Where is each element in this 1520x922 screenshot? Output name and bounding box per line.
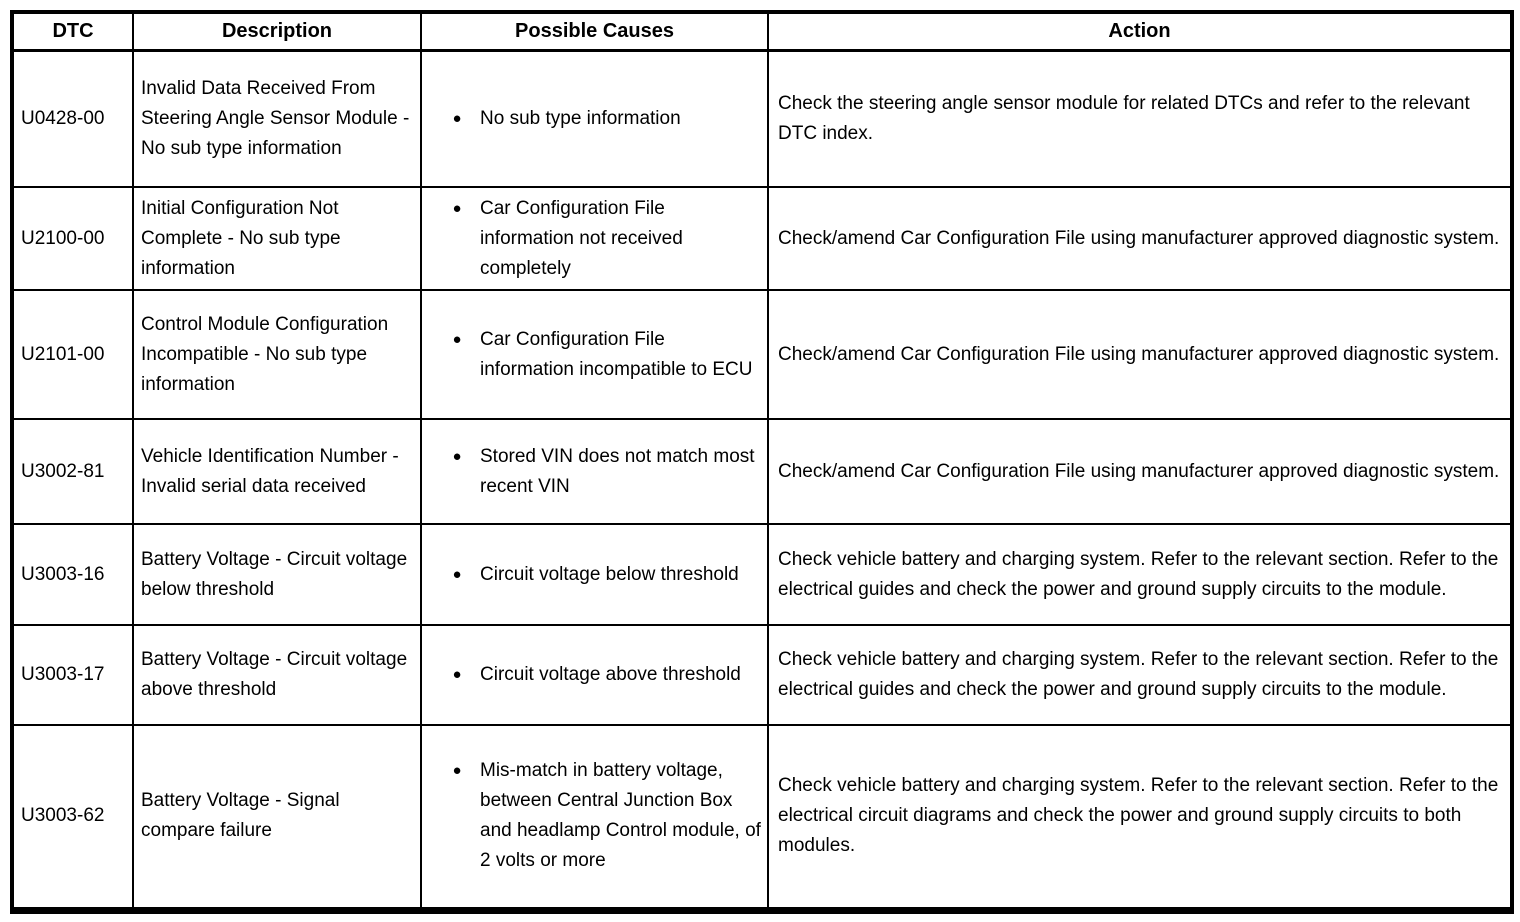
table-row: [12, 419, 1512, 524]
cause-text: Car Configuration File information not received completely: [480, 197, 683, 279]
dtc-code: U3002-81: [12, 419, 133, 524]
possible-causes-cell: [421, 187, 768, 290]
action-text: Check vehicle battery and charging system. Refer to the relevant section. Refer to the electrical circuit diagrams and check the power and ground supply circuits to both modules.: [768, 725, 1512, 910]
cause-text: Mis-match in battery voltage, between Central Junction Box and headlamp Control module, of 2 volts or more: [480, 760, 761, 872]
possible-causes-cell: [421, 50, 768, 187]
dtc-code: U3003-16: [12, 524, 133, 625]
dtc-code: U3003-62: [12, 725, 133, 910]
action-text: Check vehicle battery and charging system. Refer to the relevant section. Refer to the electrical guides and check the power and ground supply circuits to the module.: [768, 524, 1512, 625]
header-possible-causes: Possible Causes: [421, 12, 768, 50]
action-text: Check/amend Car Configuration File using manufacturer approved diagnostic system.: [768, 187, 1512, 290]
header-dtc: DTC: [12, 12, 133, 50]
table-row: [12, 524, 1512, 625]
action-text: Check/amend Car Configuration File using manufacturer approved diagnostic system.: [768, 419, 1512, 524]
possible-causes-cell: [421, 290, 768, 419]
cause-text: Circuit voltage below threshold: [480, 563, 739, 585]
dtc-code: U3003-17: [12, 625, 133, 725]
dtc-description: Invalid Data Received From Steering Angle Sensor Module - No sub type information: [133, 50, 421, 187]
bullet-icon: ●: [452, 666, 462, 683]
dtc-code: U0428-00: [12, 50, 133, 187]
table-row: [12, 50, 1512, 187]
bullet-icon: ●: [452, 199, 462, 217]
dtc-description: Battery Voltage - Circuit voltage below threshold: [133, 524, 421, 625]
cause-item: [428, 325, 761, 385]
bullet-icon: ●: [452, 330, 462, 348]
dtc-code: U2100-00: [12, 187, 133, 290]
table-row: [12, 625, 1512, 725]
dtc-code: U2101-00: [12, 290, 133, 419]
possible-causes-cell: [421, 524, 768, 625]
cause-item: [428, 660, 761, 690]
bullet-icon: ●: [452, 762, 462, 780]
cause-item: [428, 194, 761, 284]
cause-item: [428, 104, 761, 134]
dtc-index-table: [10, 10, 1514, 914]
dtc-description: Control Module Configuration Incompatible - No sub type information: [133, 290, 421, 419]
dtc-description: Battery Voltage - Signal compare failure: [133, 725, 421, 910]
possible-causes-cell: [421, 419, 768, 524]
table-row: [12, 725, 1512, 910]
table-row: [12, 290, 1512, 419]
action-text: Check/amend Car Configuration File using manufacturer approved diagnostic system.: [768, 290, 1512, 419]
cause-text: Circuit voltage above threshold: [480, 664, 741, 685]
dtc-description: Vehicle Identification Number - Invalid serial data received: [133, 419, 421, 524]
possible-causes-cell: [421, 725, 768, 910]
action-text: Check the steering angle sensor module for related DTCs and refer to the relevant DTC index.: [768, 50, 1512, 187]
cause-text: No sub type information: [480, 107, 681, 129]
cause-item: [428, 442, 761, 502]
action-text: Check vehicle battery and charging system. Refer to the relevant section. Refer to the electrical guides and check the power and ground supply circuits to the module.: [768, 625, 1512, 725]
bullet-icon: ●: [452, 565, 462, 583]
dtc-description: Initial Configuration Not Complete - No sub type information: [133, 187, 421, 290]
dtc-description: Battery Voltage - Circuit voltage above threshold: [133, 625, 421, 725]
bullet-icon: ●: [452, 109, 462, 127]
possible-causes-cell: [421, 625, 768, 725]
bullet-icon: ●: [452, 447, 462, 465]
table-row: [12, 187, 1512, 290]
cause-item: [428, 756, 761, 876]
cause-item: [428, 560, 761, 590]
cause-text: Stored VIN does not match most recent VIN: [480, 445, 755, 497]
header-action: Action: [768, 12, 1512, 50]
header-description: Description: [133, 12, 421, 50]
header-row: [12, 12, 1512, 50]
cause-text: Car Configuration File information incompatible to ECU: [480, 328, 753, 380]
